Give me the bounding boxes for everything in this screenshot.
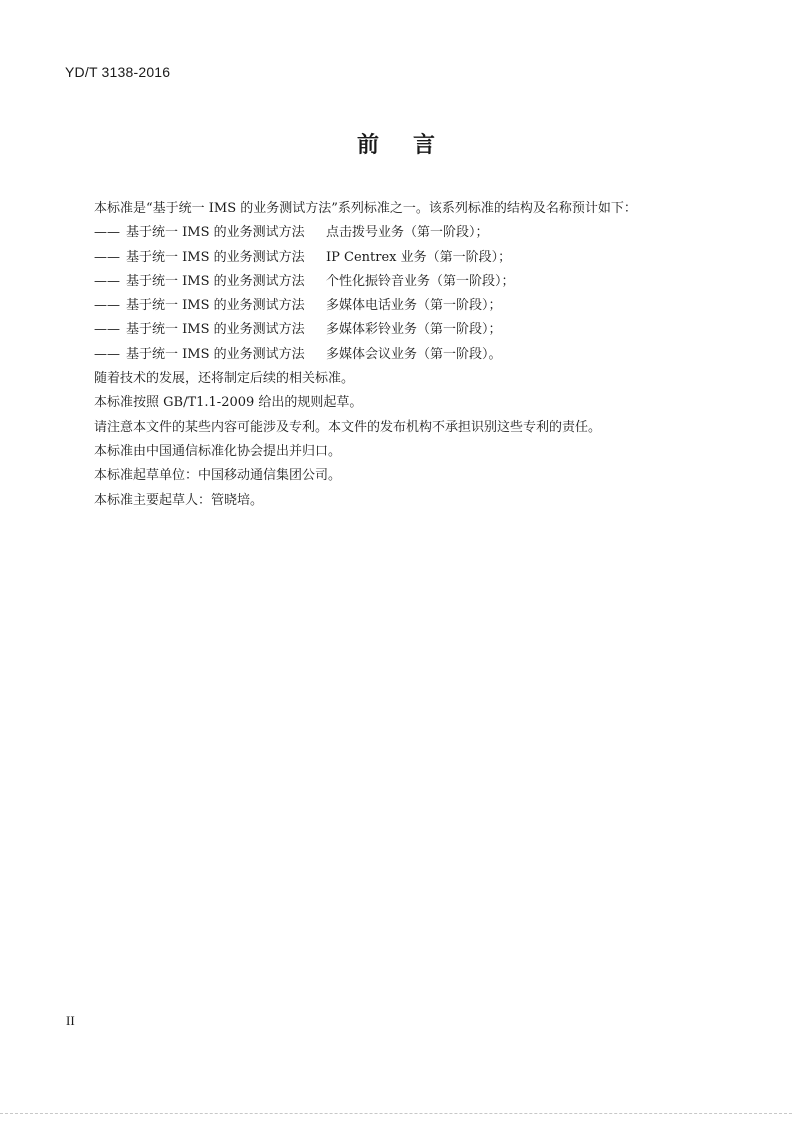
list-dash: ——	[94, 346, 120, 362]
list-dash: ——	[94, 225, 120, 241]
list-item-prefix: 基于统一 IMS 的业务测试方法	[126, 322, 305, 338]
list-dash: ——	[94, 322, 120, 338]
list-item-name: 多媒体会议业务（第一阶段）。	[326, 346, 502, 362]
list-item-prefix: 基于统一 IMS 的业务测试方法	[126, 346, 305, 362]
list-item-name: 多媒体电话业务（第一阶段）；	[326, 298, 502, 314]
list-item-name: 多媒体彩铃业务（第一阶段）；	[326, 322, 502, 338]
foreword-body	[94, 197, 734, 513]
list-item-name: 点击拨号业务（第一阶段）；	[326, 225, 489, 241]
page-number: II	[66, 1013, 75, 1028]
list-dash: ——	[94, 249, 120, 265]
document-code: YD/T 3138-2016	[65, 64, 171, 80]
series-list-item	[94, 343, 734, 367]
series-list-item	[94, 270, 734, 294]
paragraph: 本标准按照 GB/T1.1-2009 给出的规则起草。	[94, 395, 363, 411]
list-item-name: IP Centrex 业务（第一阶段）；	[326, 249, 512, 265]
paragraph: 本标准由中国通信标准化协会提出并归口。	[94, 443, 342, 459]
paragraph: 随着技术的发展，还将制定后续的相关标准。	[94, 371, 355, 387]
list-item-prefix: 基于统一 IMS 的业务测试方法	[126, 249, 305, 265]
list-dash: ——	[94, 298, 120, 314]
paragraph: 本标准主要起草人：管晓培。	[94, 492, 264, 508]
page-title: 前言	[356, 133, 469, 158]
paragraph: 本标准起草单位：中国移动通信集团公司。	[94, 468, 342, 484]
series-list-item	[94, 246, 734, 270]
list-item-name: 个性化振铃音业务（第一阶段）；	[326, 273, 515, 289]
list-item-prefix: 基于统一 IMS 的业务测试方法	[126, 225, 305, 241]
series-list-item	[94, 294, 734, 318]
bottom-divider	[0, 1113, 792, 1114]
list-dash: ——	[94, 273, 120, 289]
intro-paragraph: 本标准是“基于统一 IMS 的业务测试方法”系列标准之一。该系列标准的结构及名称预计如下：	[94, 201, 637, 216]
list-item-prefix: 基于统一 IMS 的业务测试方法	[126, 298, 305, 314]
series-list-item	[94, 318, 734, 342]
list-item-prefix: 基于统一 IMS 的业务测试方法	[126, 273, 305, 289]
series-list-item	[94, 221, 734, 245]
paragraph: 请注意本文件的某些内容可能涉及专利。本文件的发布机构不承担识别这些专利的责任。	[94, 419, 602, 435]
